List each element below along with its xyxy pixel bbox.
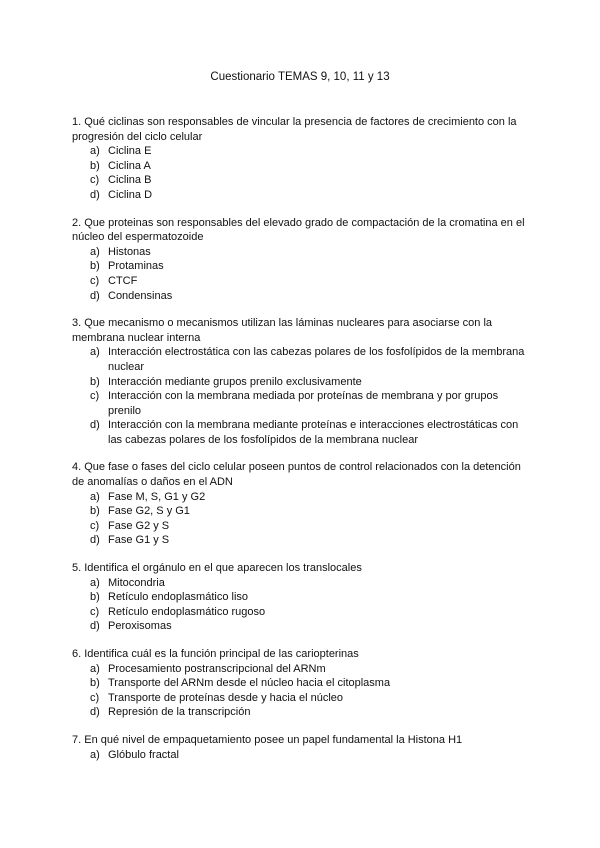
option-a <box>90 245 528 260</box>
options-list <box>72 748 528 763</box>
question-1 <box>72 115 528 203</box>
question-4 <box>72 460 528 548</box>
option-letter: a) <box>90 490 100 503</box>
option-text: Mitocondria <box>108 576 165 589</box>
option-a <box>90 345 528 374</box>
option-letter: c) <box>90 519 100 532</box>
option-letter: d) <box>90 188 100 201</box>
option-text: Represión de la transcripción <box>108 706 251 719</box>
option-letter: c) <box>90 390 100 403</box>
option-letter: a) <box>90 245 100 258</box>
option-text: Ciclina B <box>108 174 152 187</box>
options-list <box>72 576 528 634</box>
option-d <box>90 619 528 634</box>
option-letter: d) <box>90 620 100 633</box>
option-text: CTCF <box>108 274 138 287</box>
option-a <box>90 662 528 677</box>
option-c <box>90 519 528 534</box>
question-text: 3. Que mecanismo o mecanismos utilizan las láminas nucleares para asociarse con la membrana nuclear interna <box>72 317 493 344</box>
option-letter: a) <box>90 346 100 359</box>
option-letter: a) <box>90 748 100 761</box>
option-text: Protaminas <box>108 260 164 273</box>
option-text: Peroxisomas <box>108 620 172 633</box>
option-d <box>90 418 528 447</box>
option-b <box>90 259 528 274</box>
options-list <box>72 490 528 548</box>
options-list <box>72 345 528 447</box>
option-letter: c) <box>90 174 100 187</box>
option-text: Procesamiento postranscripcional del ARNm <box>108 662 326 675</box>
option-text: Fase M, S, G1 y G2 <box>108 490 206 503</box>
option-text: Retículo endoplasmático liso <box>108 591 249 604</box>
option-letter: b) <box>90 591 100 604</box>
option-letter: d) <box>90 419 100 432</box>
option-letter: b) <box>90 505 100 518</box>
option-b <box>90 504 528 519</box>
option-text: Interacción con la membrana mediada por proteínas de membrana y por grupos prenilo <box>108 390 499 417</box>
question-2 <box>72 216 528 304</box>
document-title: Cuestionario TEMAS 9, 10, 11 y 13 <box>210 71 390 83</box>
option-letter: c) <box>90 605 100 618</box>
options-list <box>72 245 528 303</box>
option-letter: b) <box>90 677 100 690</box>
options-list <box>72 662 528 720</box>
option-d <box>90 533 528 548</box>
option-c <box>90 389 528 418</box>
question-7 <box>72 733 528 762</box>
option-text: Interacción electrostática con las cabezas polares de los fosfolípidos de la membrana nuclear <box>108 346 525 373</box>
option-text: Fase G1 y S <box>108 534 170 547</box>
question-text: 1. Qué ciclinas son responsables de vincular la presencia de factores de crecimiento con la progresión del ciclo celular <box>72 116 517 143</box>
option-letter: c) <box>90 274 100 287</box>
option-c <box>90 173 528 188</box>
option-b <box>90 159 528 174</box>
option-letter: d) <box>90 289 100 302</box>
option-a <box>90 576 528 591</box>
option-b <box>90 676 528 691</box>
question-text: 2. Que proteinas son responsables del elevado grado de compactación de la cromatina en el núcleo del espermatozoide <box>72 216 525 244</box>
option-letter: b) <box>90 159 100 172</box>
option-text: Ciclina A <box>108 159 151 172</box>
option-d <box>90 289 528 304</box>
option-d <box>90 705 528 720</box>
question-3 <box>72 316 528 447</box>
option-text: Ciclina E <box>108 145 152 158</box>
option-text: Histonas <box>108 245 151 258</box>
question-text: 5. Identifica el orgánulo en el que aparecen los translocales <box>72 562 362 575</box>
option-letter: a) <box>90 576 100 589</box>
question-text: 4. Que fase o fases del ciclo celular poseen puntos de control relacionados con la detención de anomalías o daños en el ADN <box>72 461 521 489</box>
option-letter: b) <box>90 260 100 273</box>
option-letter: d) <box>90 706 100 719</box>
option-d <box>90 188 528 203</box>
option-a <box>90 490 528 505</box>
option-c <box>90 691 528 706</box>
option-text: Retículo endoplasmático rugoso <box>108 605 266 618</box>
question-6 <box>72 647 528 720</box>
option-c <box>90 605 528 620</box>
option-b <box>90 375 528 390</box>
question-text: 6. Identifica cuál es la función principal de las cariopterinas <box>72 648 359 660</box>
option-a <box>90 748 528 763</box>
question-5 <box>72 561 528 634</box>
option-text: Fase G2, S y G1 <box>108 505 190 518</box>
option-text: Fase G2 y S <box>108 519 170 532</box>
option-text: Interacción mediante grupos prenilo exclusivamente <box>108 375 362 388</box>
option-letter: c) <box>90 691 100 704</box>
option-text: Transporte del ARNm desde el núcleo hacia el citoplasma <box>108 677 391 690</box>
option-a <box>90 144 528 159</box>
option-letter: b) <box>90 375 100 388</box>
option-c <box>90 274 528 289</box>
option-text: Glóbulo fractal <box>108 748 179 761</box>
option-letter: d) <box>90 534 100 547</box>
option-text: Transporte de proteínas desde y hacia el núcleo <box>108 691 344 704</box>
option-text: Interacción con la membrana mediante proteínas e interacciones electrostáticas con las cabezas polares de los fosfolípidos de la membrana nuclear <box>108 419 519 446</box>
question-text: 7. En qué nivel de empaquetamiento posee un papel fundamental la Histona H1 <box>72 733 463 746</box>
option-letter: a) <box>90 662 100 675</box>
option-text: Ciclina D <box>108 188 153 201</box>
option-text: Condensinas <box>108 289 173 302</box>
option-letter: a) <box>90 145 100 158</box>
option-b <box>90 590 528 605</box>
options-list <box>72 144 528 202</box>
